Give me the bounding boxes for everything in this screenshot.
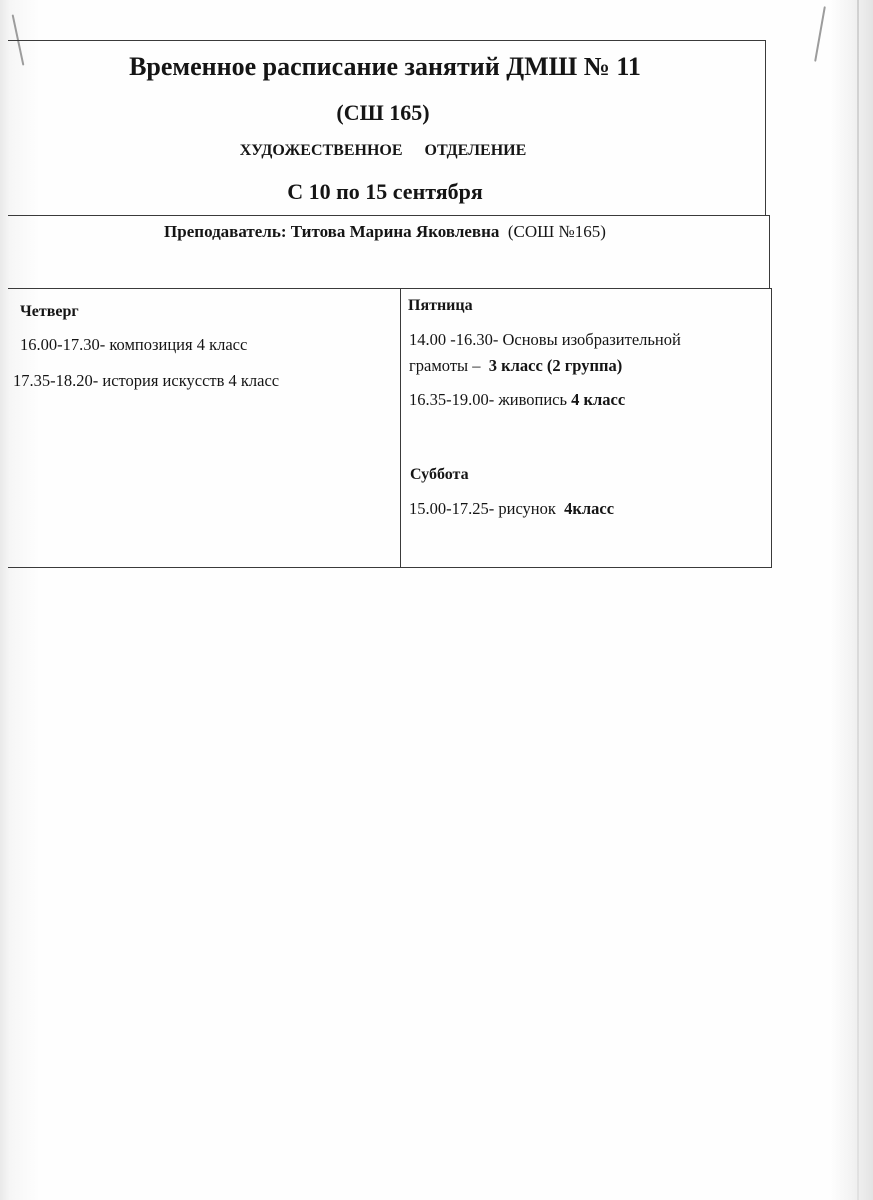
saturday-lesson-1-time-subject: 15.00-17.25- рисунок	[409, 499, 556, 518]
day-saturday: Суббота	[410, 466, 469, 483]
teacher-name: Титова Марина Яковлевна	[290, 222, 500, 241]
friday-lesson-2-time-subject: 16.35-19.00- живопись	[409, 390, 568, 409]
thursday-lesson-2: 17.35-18.20- история искусств 4 класс	[13, 371, 280, 390]
teacher-school: (СОШ №165)	[507, 222, 606, 241]
saturday-lesson-1-class: 4класс	[564, 499, 615, 518]
friday-lesson-2	[409, 389, 625, 411]
schedule-dates: С 10 по 15 сентября	[287, 179, 483, 204]
paper-edge	[857, 0, 859, 1200]
teacher-label: Преподаватель:	[164, 222, 287, 241]
department-name	[0, 142, 766, 160]
document-subtitle: (СШ 165)	[336, 100, 430, 125]
schedule-column-divider	[400, 288, 401, 568]
department-word-2: ОТДЕЛЕНИЕ	[424, 142, 527, 159]
friday-lesson-2-class: 4 класс	[571, 390, 626, 409]
thursday-lesson-1: 16.00-17.30- композиция 4 класс	[20, 335, 248, 354]
day-thursday: Четверг	[20, 303, 79, 320]
friday-lesson-1-line-1: 14.00 -16.30- Основы изобразительной	[409, 330, 681, 349]
department-word-1: ХУДОЖЕСТВЕННОЕ	[239, 142, 403, 159]
friday-lesson-1-subject-end: грамоты –	[409, 356, 481, 375]
document-title: Временное расписание занятий ДМШ № 11	[129, 52, 641, 81]
saturday-lesson-1	[409, 498, 614, 520]
day-friday: Пятница	[408, 297, 473, 314]
friday-lesson-1-line-2	[409, 355, 622, 377]
teacher-line	[0, 222, 770, 242]
friday-lesson-1-class: 3 класс (2 группа)	[488, 356, 623, 375]
